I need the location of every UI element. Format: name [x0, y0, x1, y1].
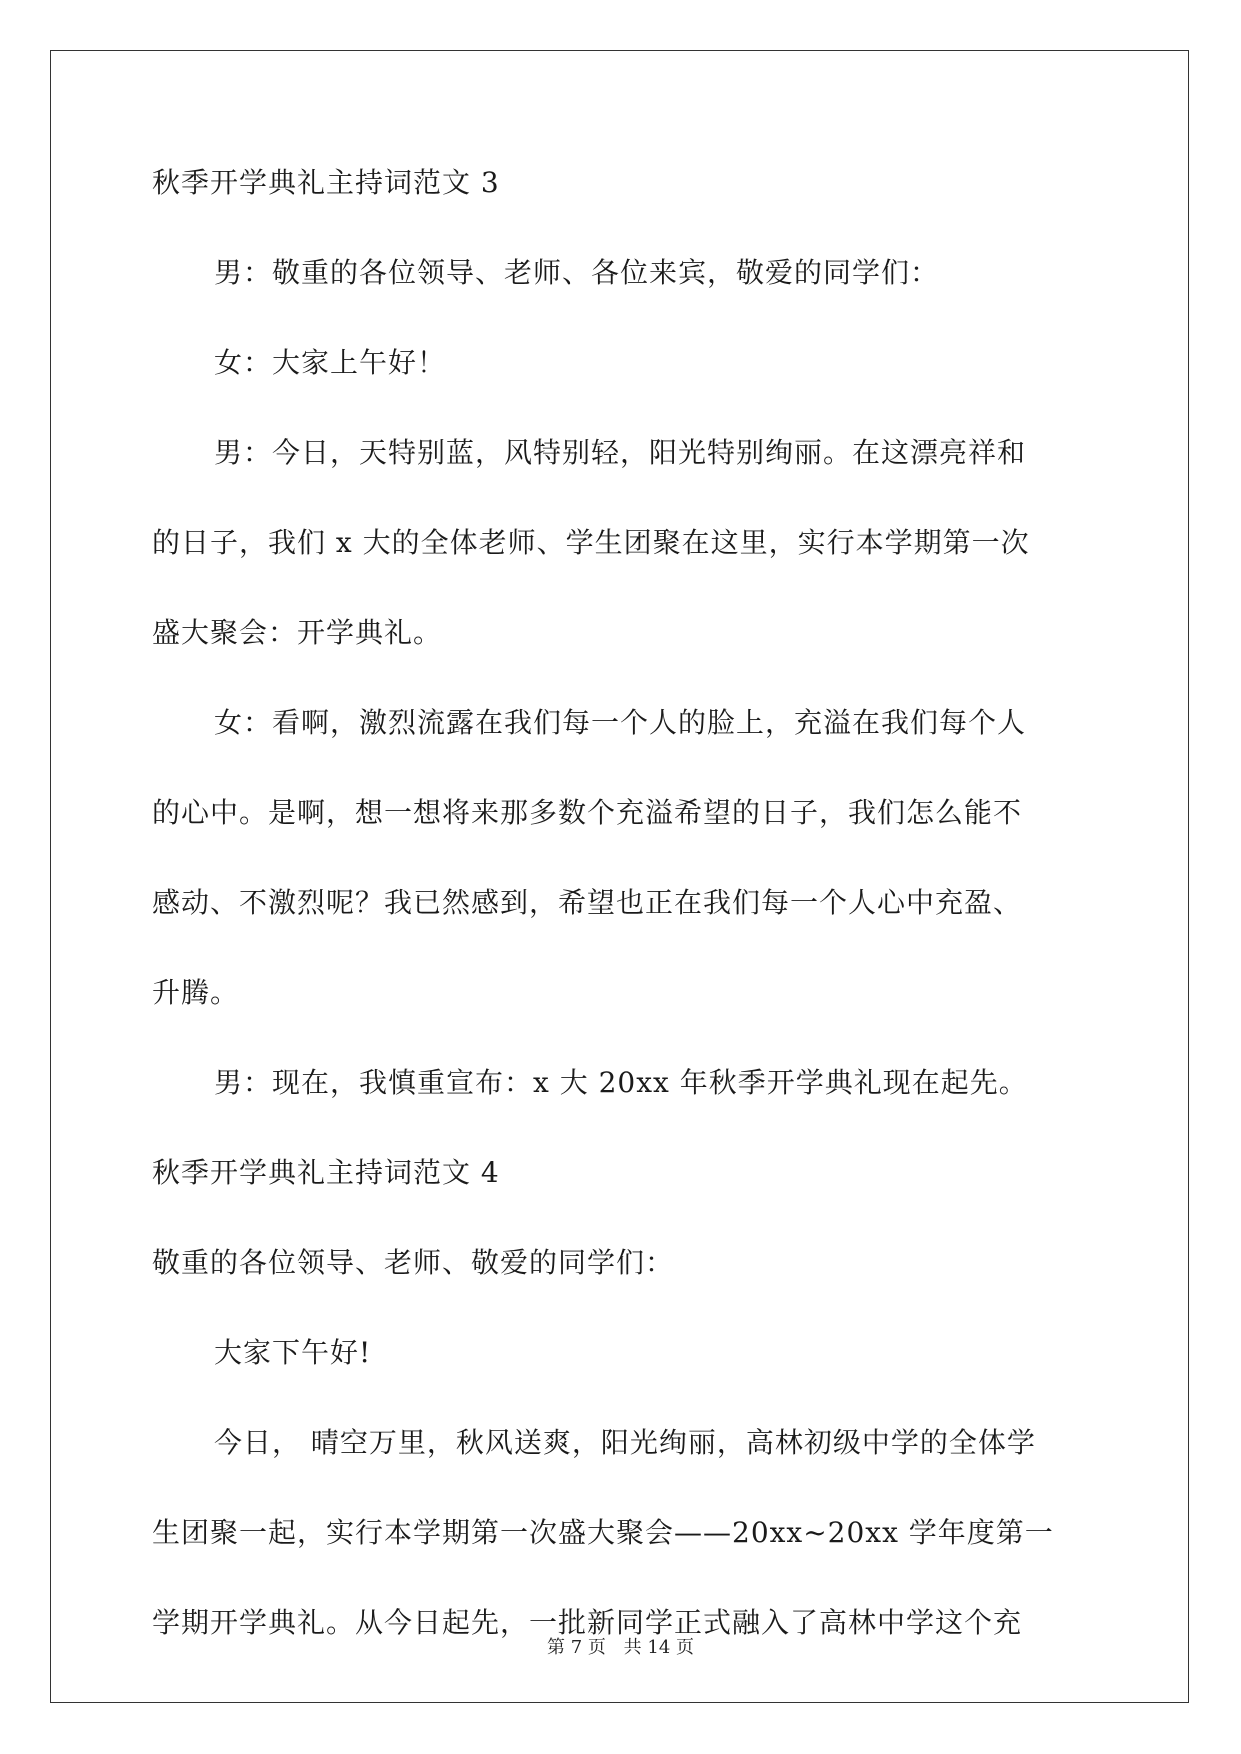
page-total: 共 14 页: [623, 1637, 694, 1658]
document-body: [152, 138, 1092, 1668]
section-title: 秋季开学典礼主持词范文 3: [152, 166, 500, 199]
page-number: 第 7 页: [547, 1637, 606, 1658]
paragraph-line: 男：今日，天特别蓝，风特别轻，阳光特别绚丽。在这漂亮祥和: [214, 436, 1027, 469]
paragraph-line: 的心中。是啊，想一想将来那多数个充溢希望的日子，我们怎么能不: [152, 796, 1023, 829]
paragraph-line: 大家下午好!: [214, 1336, 372, 1369]
paragraph-line: 男：现在，我慎重宣布：x 大 20xx 年秋季开学典礼现在起先。: [214, 1066, 1028, 1099]
paragraph-line: 感动、不激烈呢？我已然感到，希望也正在我们每一个人心中充盈、: [152, 886, 1023, 919]
paragraph-line: 学期开学典礼。从今日起先，一批新同学正式融入了高林中学这个充: [152, 1606, 1023, 1639]
paragraph-line: 男：敬重的各位领导、老师、各位来宾，敬爱的同学们：: [214, 256, 940, 289]
paragraph-line: 敬重的各位领导、老师、敬爱的同学们：: [152, 1246, 675, 1279]
page-footer: [0, 1633, 1241, 1659]
paragraph-line: 生团聚一起，实行本学期第一次盛大聚会——20xx~20xx 学年度第一: [152, 1516, 1054, 1549]
paragraph-line: 升腾。: [152, 976, 240, 1009]
paragraph-line: 盛大聚会：开学典礼。: [152, 616, 443, 649]
paragraph-line: 女：大家上午好！: [214, 346, 447, 379]
paragraph-line: 女：看啊，激烈流露在我们每一个人的脸上，充溢在我们每个人: [214, 706, 1027, 739]
paragraph-line: 的日子，我们 x 大的全体老师、学生团聚在这里，实行本学期第一次: [152, 526, 1030, 559]
paragraph-line: 今日， 晴空万里，秋风送爽，阳光绚丽，高林初级中学的全体学: [214, 1426, 1036, 1459]
section-title: 秋季开学典礼主持词范文 4: [152, 1156, 500, 1189]
